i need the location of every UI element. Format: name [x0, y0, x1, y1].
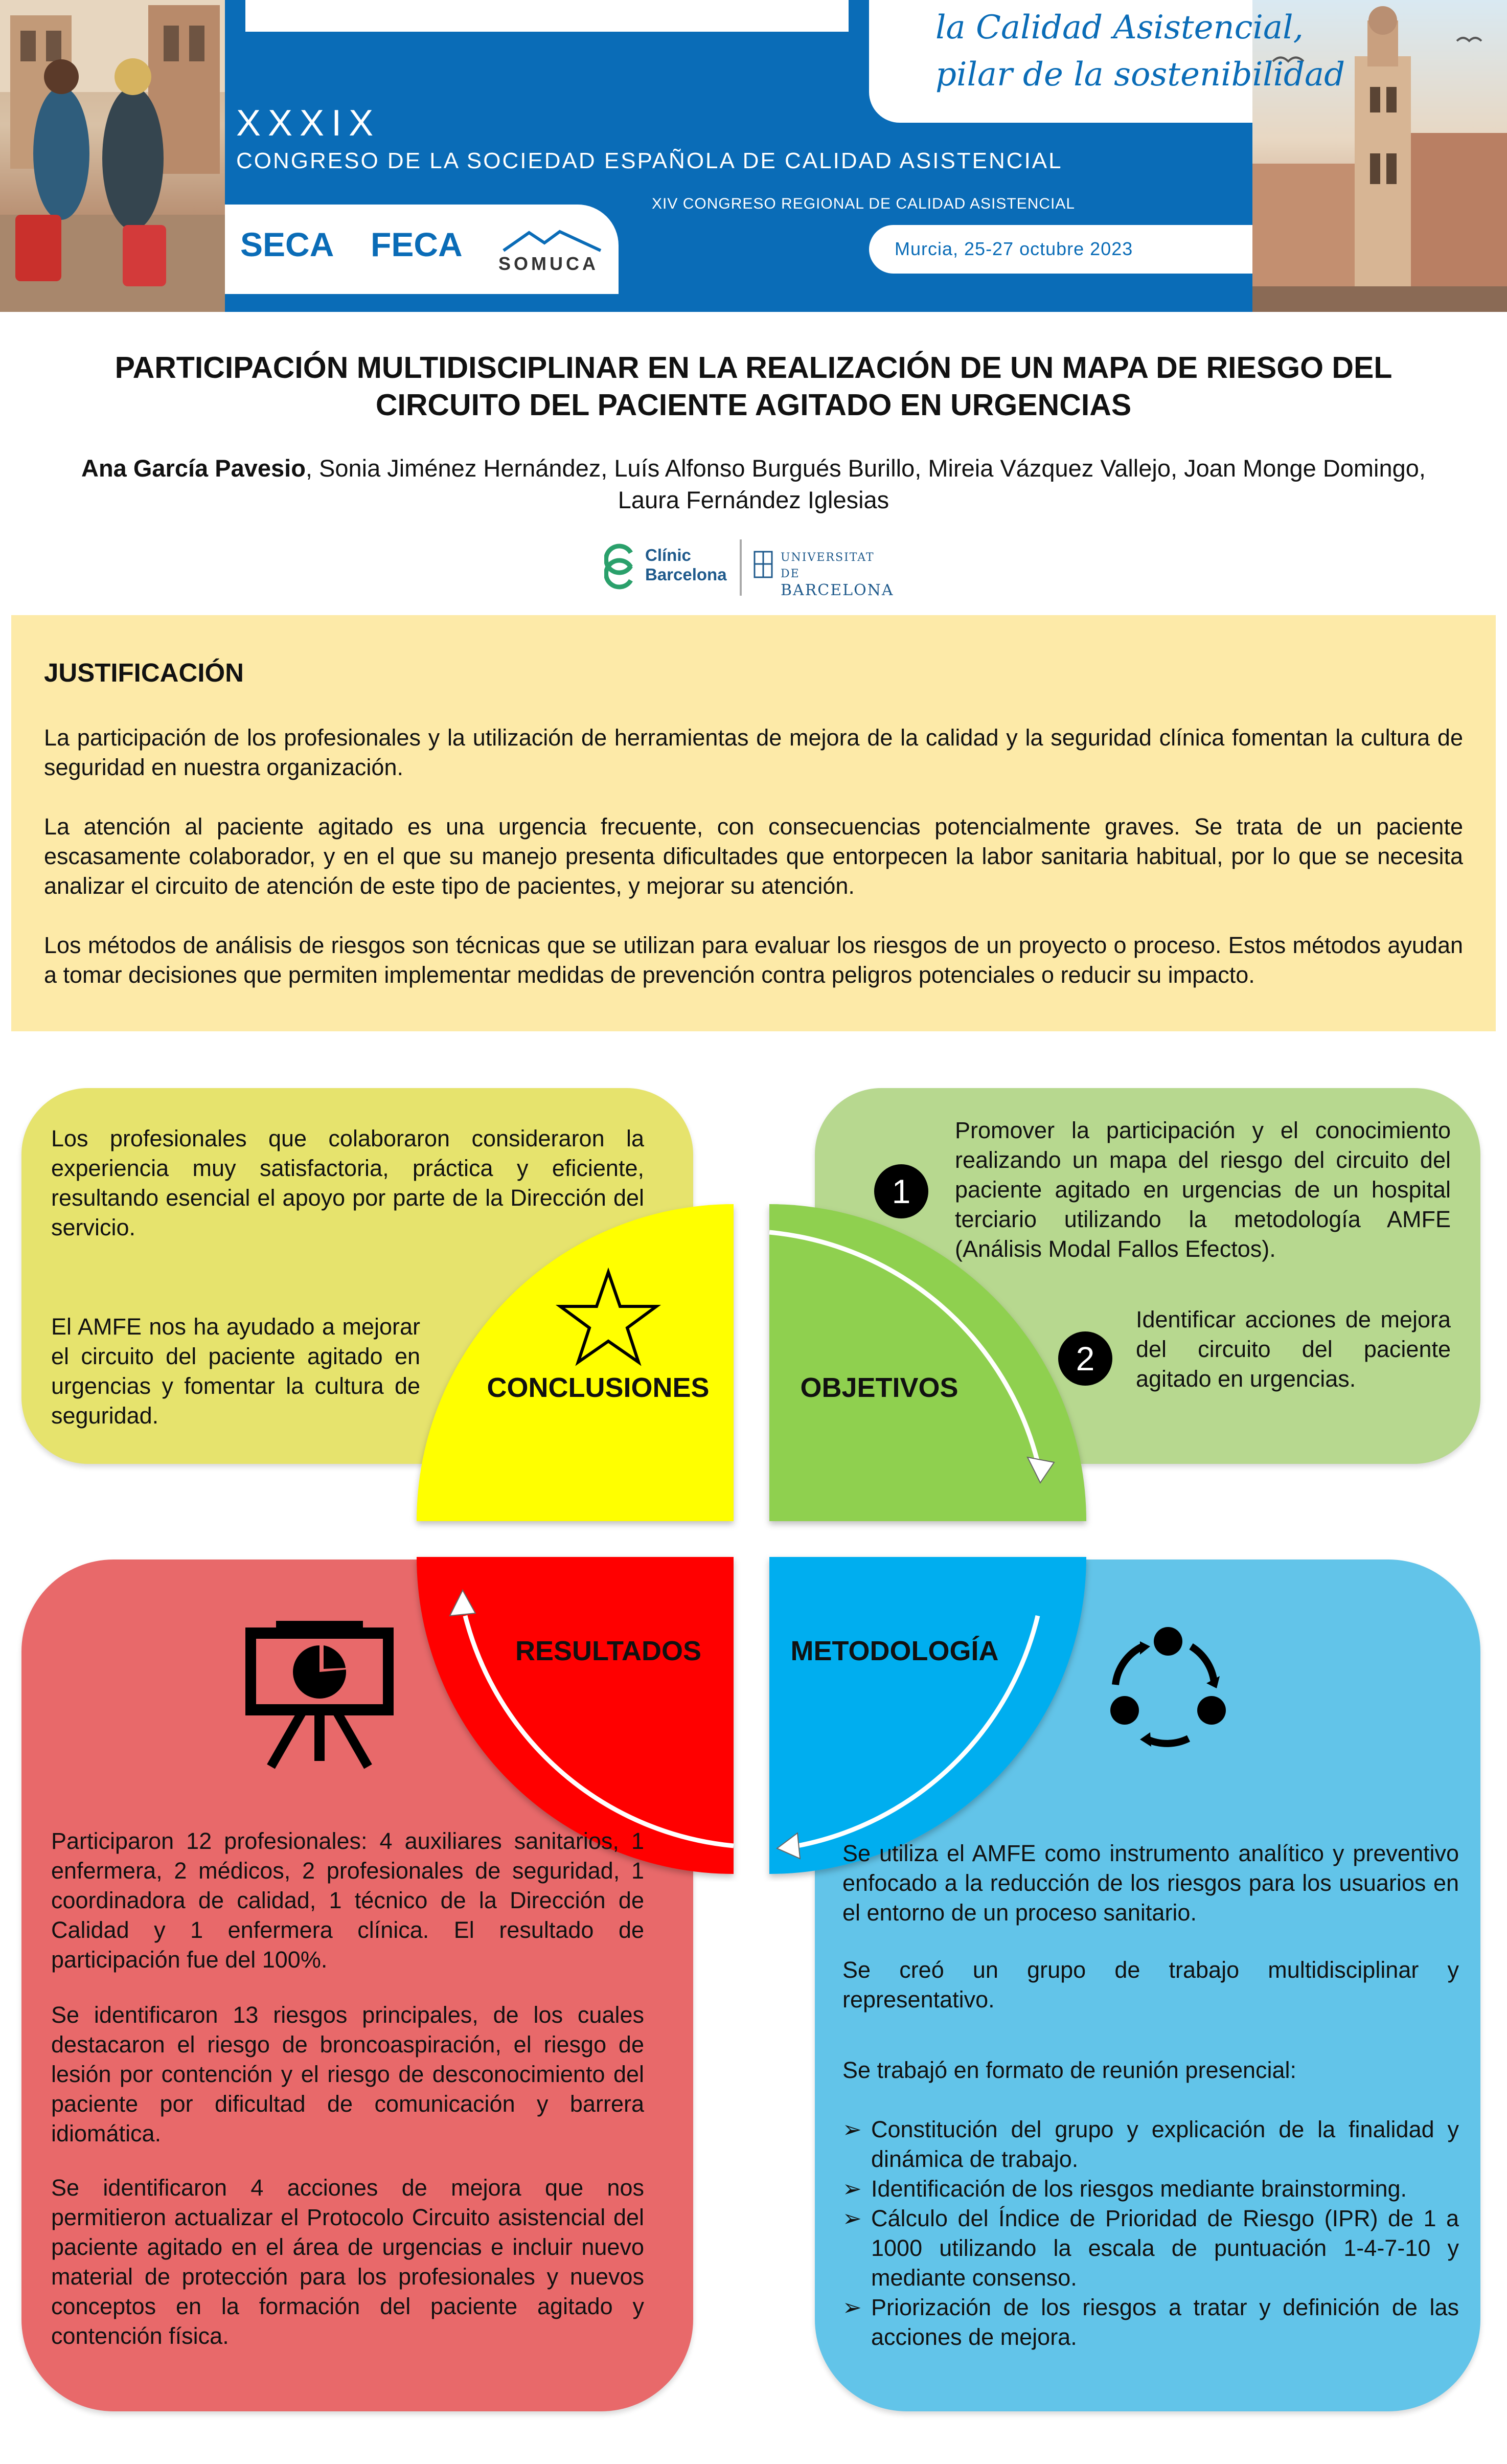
methodology-steps-list: [842, 2115, 1459, 2352]
conclusions-quadrant: [417, 1204, 734, 1521]
methodology-step: ➢ Identificación de los riesgos mediante brainstorming.: [842, 2174, 1459, 2204]
authors-line-2: Laura Fernández Iglesias: [618, 486, 889, 513]
regional-congress: XIV CONGRESO REGIONAL DE CALIDAD ASISTENCIAL: [652, 195, 1076, 212]
slogan-line-2: pilar de la sostenibilidad: [935, 56, 1345, 94]
feca-logo: FECA: [371, 225, 463, 263]
institution-logos: [604, 539, 894, 599]
slogan-line-1: la Calidad Asistencial,: [935, 9, 1304, 47]
justification-paragraph-3: Los métodos de análisis de riesgos son técnicas que se utilizan para evaluar los riesgos de un proyecto o proceso. Estos métodos ayudan a tomar decisiones que permiten implementar medidas de prevención contra peligros potenciales o reducir su impacto.: [44, 932, 1463, 988]
presentation-chart-icon: [245, 1621, 394, 1772]
quadrant-wheel: [409, 1196, 1094, 1882]
cycle-icon: [1104, 1626, 1232, 1756]
universitat-barcelona-logo: UNIVERSITAT DE BARCELONA: [781, 551, 894, 599]
methodology-quadrant: [769, 1557, 1086, 1874]
objectives-label: OBJETIVOS: [800, 1372, 958, 1403]
poster-title-line-2: CIRCUITO DEL PACIENTE AGITADO EN URGENCIAS: [375, 388, 1132, 422]
somuca-logo: SOMUCA: [498, 228, 606, 275]
authors-line-1: [10, 452, 1497, 485]
justification-paragraph-1: La participación de los profesionales y la utilización de herramientas de mejora de la calidad y la seguridad clínica fomentan la cultura de seguridad en nuestra organización.: [44, 725, 1463, 780]
university-crest-icon: [752, 550, 774, 583]
results-label: RESULTADOS: [515, 1636, 701, 1666]
methodology-step: ➢ Cálculo del Índice de Prioridad de Riesgo (IPR) de 1 a 1000 utilizando la escala de puntuación 1-4-7-10 y mediante consenso.: [842, 2204, 1459, 2293]
justification-heading: JUSTIFICACIÓN: [44, 658, 244, 687]
banner-top-strip: [245, 0, 849, 32]
objective-number-2: 2: [1058, 1331, 1112, 1386]
results-paragraph-3: Se identificaron 4 acciones de mejora que nos permitieron actualizar el Protocolo Circuito asistencial del paciente agitado en el área de urgencias e incluir nuevo material de protección para los profesionales y nuevos conceptos en la formación del paciente agitado y contención física.: [51, 2175, 644, 2349]
checkmark-arrow-icon: ➢: [842, 2176, 862, 2202]
methodology-step: ➢ Priorización de los riesgos a tratar y definición de las acciones de mejora.: [842, 2293, 1459, 2352]
congress-name: CONGRESO DE LA SOCIEDAD ESPAÑOLA DE CALIDAD ASISTENCIAL: [236, 148, 1063, 173]
justification-paragraph-2: La atención al paciente agitado es una urgencia frecuente, con consecuencias potencialmente graves. Se trata de un paciente escasamente colaborador, y en el que su manejo presenta dificultades que entorpecen la labor sanitaria habitual, por lo que se necesita analizar el circuito de atención de este tipo de pacientes, y mejorar su atención.: [44, 813, 1463, 899]
objective-number-1: 1: [874, 1164, 928, 1218]
methodology-label: METODOLOGÍA: [790, 1636, 999, 1666]
congress-number: XXXIX: [236, 103, 381, 144]
methodology-step: ➢ Constitución del grupo y explicación de la finalidad y dinámica de trabajo.: [842, 2115, 1459, 2174]
methodology-paragraph-2: Se creó un grupo de trabajo multidisciplinar y representativo.: [842, 1957, 1459, 2013]
banner-illustration-left: [0, 0, 225, 312]
checkmark-arrow-icon: ➢: [842, 2205, 862, 2231]
methodology-paragraph-3: Se trabajó en formato de reunión presencial:: [842, 2057, 1297, 2083]
seca-logo: SECA: [240, 225, 334, 263]
conclusions-label: CONCLUSIONES: [487, 1372, 710, 1403]
first-author: Ana García Pavesio: [81, 455, 306, 482]
co-authors: , Sonia Jiménez Hernández, Luís Alfonso Burgués Burillo, Mireia Vázquez Vallejo, Joan Monge Domingo,: [305, 455, 1426, 482]
checkmark-arrow-icon: ➢: [842, 2116, 862, 2142]
conclusions-paragraph-2: El AMFE nos ha ayudado a mejorar el circuito del paciente agitado en urgencias y fomentar la cultura de seguridad.: [51, 1314, 420, 1429]
conclusions-paragraph-1: Los profesionales que colaboraron consideraron la experiencia muy satisfactoria, práctica y eficiente, resultando esencial el apoyo por parte de la Dirección del servicio.: [51, 1125, 644, 1240]
objective-2-text: Identificar acciones de mejora del circuito del paciente agitado en urgencias.: [1136, 1306, 1451, 1392]
results-paragraph-1: Participaron 12 profesionales: 4 auxiliares sanitarios, 1 enfermera, 2 médicos, 2 profesionales de seguridad, 1 coordinadora de calidad, 1 técnico de la Dirección de Calidad y 1 enfermera clínica. El resultado de participación fue del 100%.: [51, 1828, 644, 1973]
poster-title-line-1: PARTICIPACIÓN MULTIDISCIPLINAR EN LA REALIZACIÓN DE UN MAPA DE RIESGO DEL: [115, 351, 1392, 385]
checkmark-arrow-icon: ➢: [842, 2294, 862, 2320]
methodology-paragraph-1: Se utiliza el AMFE como instrumento analítico y preventivo enfocado a la reducción de los riesgos para los usuarios en el entorno de un proceso sanitario.: [842, 1840, 1459, 1926]
objective-1-text: Promover la participación y el conocimiento realizando un mapa del riesgo del circuito del paciente agitado en urgencias de un hospital terciario utilizando la metodología AMFE (Análisis Modal Fallos Efectos).: [955, 1117, 1451, 1262]
results-paragraph-2: Se identificaron 13 riesgos principales, de los cuales destacaron el riesgo de broncoaspiración, el riesgo de lesión por contención y el riesgo de desconocimiento del paciente por dificultad de comunicación y barrera idiomática.: [51, 2002, 644, 2146]
clinic-barcelona-logo: Clínic Barcelona: [645, 546, 727, 584]
clinic-barcelona-logo-icon: [604, 544, 640, 592]
logo-divider: [740, 539, 742, 596]
date-location: Murcia, 25-27 octubre 2023: [895, 238, 1133, 259]
